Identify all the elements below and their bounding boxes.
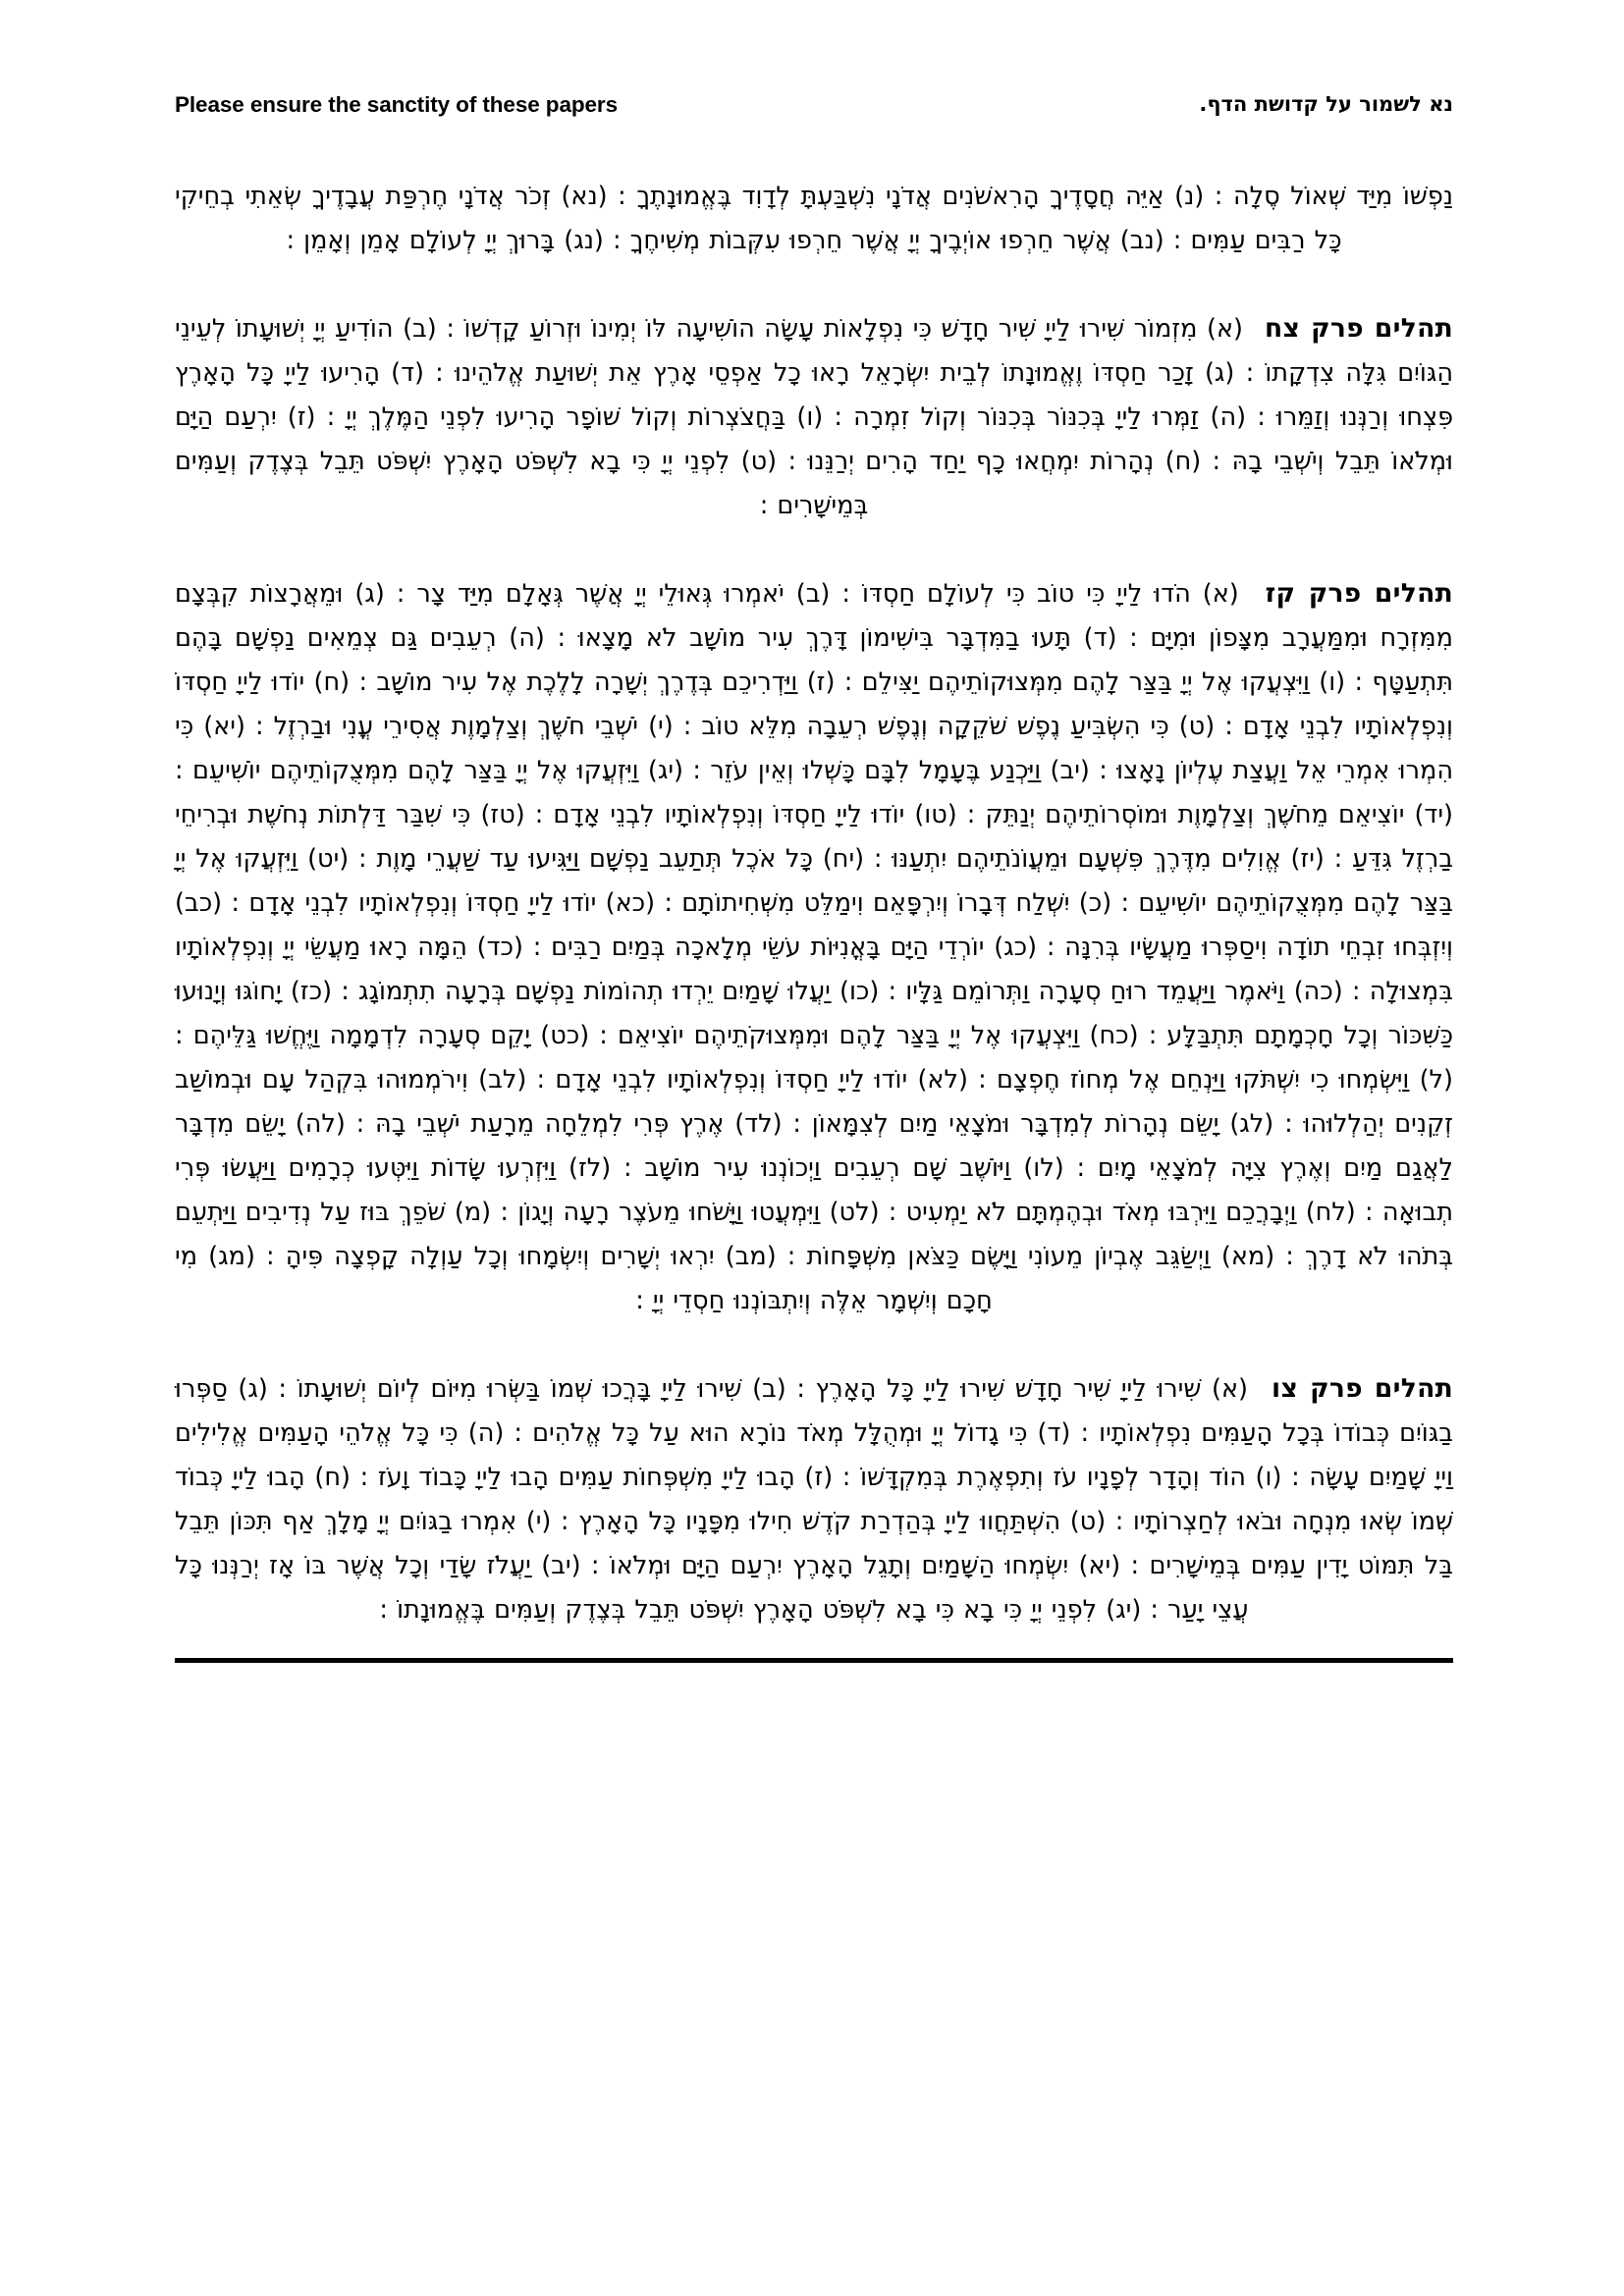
verse-text: (א) מִזְמוֹר שִׁירוּ לַייָ שִׁיר חָדָשׁ כִּי נִפְלָאוֹת עָשָׂה הוֹשִׁיעָה לּוֹ יְמִינוֹ וּזְרוֹעַ קָדְשׁוֹ : (ב) הוֹדִיעַ יְיָ יְשׁוּעָתוֹ לְעֵינֵי הַגּוֹיִם גִּלָּה צִדְקָתוֹ : (ג) זָכַר חַסְדּוֹ וֶאֱמוּנָתוֹ לְבֵית יִשְׂרָאֵל רָאוּ כָל אַפְסֵי אָרֶץ אֵת יְשׁוּעַת אֱלֹהֵינוּ : (ד) הָרִיעוּ לַייָ כָּל הָאָרֶץ פִּצְחוּ וְרַנְּנוּ וְזַמֵּרוּ : (ה) זַמְּרוּ לַייָ בְּכִנּוֹר בְּכִנּוֹר וְקוֹל זִמְרָה : (ו) בַּחֲצֹצְרוֹת וְקוֹל שׁוֹפָר הָרִיעוּ לִפְנֵי הַמֶּלֶךְ יְיָ : (ז) יִרְעַם הַיָּם וּמְלֹאוֹ תֵּבֵל וְיֹשְׁבֵי בָהּ : (ח) נְהָרוֹת יִמְחֲאוּ כָף יַחַד הָרִים יְרַנֵּנוּ : (ט) לִפְנֵי יְיָ כִּי בָא לִשְׁפֹּט הָאָרֶץ יִשְׁפֹּט תֵּבֵל בְּצֶדֶק וְעַמִּים בְּמֵישָׁרִים : <box>175 314 1453 520</box>
bottom-divider <box>175 1658 1453 1663</box>
verse-text: (א) שִׁירוּ לַייָ שִׁיר חָדָשׁ שִׁירוּ לַייָ כָּל הָאָרֶץ : (ב) שִׁירוּ לַייָ בָּרֲכוּ שְׁמוֹ בַּשְּׂרוּ מִיּוֹם לְיוֹם יְשׁוּעָתוֹ : (ג) סַפְּרוּ בַגּוֹיִם כְּבוֹדוֹ בְּכָל הָעַמִּים נִפְלְאוֹתָיו : (ד) כִּי גָדוֹל יְיָ וּמְהֻלָּל מְאֹד נוֹרָא הוּא עַל כָּל אֱלֹהִים : (ה) כִּי כָּל אֱלֹהֵי הָעַמִּים אֱלִילִים וַייָ שָׁמַיִם עָשָׂה : (ו) הוֹד וְהָדָר לְפָנָיו עֹז וְתִפְאֶרֶת בְּמִקְדָּשׁוֹ : (ז) הָבוּ לַייָ מִשְׁפְּחוֹת עַמִּים הָבוּ לַייָ כָּבוֹד וָעֹז : (ח) הָבוּ לַייָ כְּבוֹד שְׁמוֹ שְׂאוּ מִנְחָה וּבֹאוּ לְחַצְרוֹתָיו : (ט) הִשְׁתַּחֲווּ לַייָ בְּהַדְרַת קֹדֶשׁ חִילוּ מִפָּנָיו כָּל הָאָרֶץ : (י) אִמְרוּ בַגּוֹיִם יְיָ מָלָךְ אַף תִּכּוֹן תֵּבֵל בַּל תִּמּוֹט יָדִין עַמִּים בְּמֵישָׁרִים : (יא) יִשְׂמְחוּ הַשָּׁמַיִם וְתָגֵל הָאָרֶץ יִרְעַם הַיָּם וּמְלֹאוֹ : (יב) יַעֲלֹז שָׂדַי וְכָל אֲשֶׁר בּוֹ אָז יְרַנְּנוּ כָּל עֲצֵי יָעַר : (יג) לִפְנֵי יְיָ כִּי בָא כִּי בָא לִשְׁפֹּט הָאָרֶץ יִשְׁפֹּט תֵּבֵל בְּצֶדֶק וְעַמִּים בֶּאֱמוּנָתוֹ : <box>175 1374 1453 1625</box>
psalm-heading-107: תהלים פרק קז <box>1265 578 1453 609</box>
sanctity-notice-hebrew: נא לשמור על קדושת הדף. <box>1199 92 1453 116</box>
sanctity-notice-english: Please ensure the sanctity of these papers <box>175 92 618 117</box>
psalm-heading-96: תהלים פרק צו <box>1272 1373 1453 1404</box>
text-block-psalm-96 <box>175 1366 1453 1632</box>
psalms-text-column <box>175 175 1453 1632</box>
verse-text: נַפְשׁוֹ מִיַּד שְׁאוֹל סֶלָה : (נ) אַיֵּה חֲסָדֶיךָ הָרִאשֹׁנִים אֲדֹנָי נִשְׁבַּעְתָּ לְדָוִד בֶּאֱמוּנָתֶךָ : (נא) זְכֹר אֲדֹנָי חֶרְפַּת עֲבָדֶיךָ שְׂאֵתִי בְחֵיקִי כָּל רַבִּים עַמִּים : (נב) אֲשֶׁר חֵרְפוּ אוֹיְבֶיךָ יְיָ אֲשֶׁר חֵרְפוּ עִקְּבוֹת מְשִׁיחֶךָ : (נג) בָּרוּךְ יְיָ לְעוֹלָם אָמֵן וְאָמֵן : <box>175 182 1453 255</box>
text-block-psalm-107 <box>175 571 1453 1323</box>
psalm-heading-98: תהלים פרק צח <box>1265 313 1453 344</box>
verse-text: (א) הֹדוּ לַייָ כִּי טוֹב כִּי לְעוֹלָם חַסְדּוֹ : (ב) יֹאמְרוּ גְּאוּלֵי יְיָ אֲשֶׁר גְּאָלָם מִיַּד צָר : (ג) וּמֵאֲרָצוֹת קִבְּצָם מִמִּזְרָח וּמִמַּעֲרָב מִצָּפוֹן וּמִיָּם : (ד) תָּעוּ בַמִּדְבָּר בִּישִׁימוֹן דָּרֶךְ עִיר מוֹשָׁב לֹא מָצָאוּ : (ה) רְעֵבִים גַּם צְמֵאִים נַפְשָׁם בָּהֶם תִּתְעַטָּף : (ו) וַיִּצְעֲקוּ אֶל יְיָ בַּצַּר לָהֶם מִמְּצוּקוֹתֵיהֶם יַצִּילֵם : (ז) וַיַּדְרִיכֵם בְּדֶרֶךְ יְשָׁרָה לָלֶכֶת אֶל עִיר מוֹשָׁב : (ח) יוֹדוּ לַייָ חַסְדּוֹ וְנִפְלְאוֹתָיו לִבְנֵי אָדָם : (ט) כִּי הִשְׂבִּיעַ נֶפֶשׁ שֹׁקֵקָה וְנֶפֶשׁ רְעֵבָה מִלֵּא טוֹב : (י) יֹשְׁבֵי חֹשֶׁךְ וְצַלְמָוֶת אֲסִירֵי עֳנִי וּבַרְזֶל : (יא) כִּי הִמְרוּ אִמְרֵי אֵל וַעֲצַת עֶלְיוֹן נָאָצוּ : (יב) וַיַּכְנַע בֶּעָמָל לִבָּם כָּשְׁלוּ וְאֵין עֹזֵר : (יג) וַיִּזְעֲקוּ אֶל יְיָ בַּצַּר לָהֶם מִמְּצֻקוֹתֵיהֶם יוֹשִׁיעֵם : (יד) יוֹצִיאֵם מֵחֹשֶׁךְ וְצַלְמָוֶת וּמוֹסְרוֹתֵיהֶם יְנַתֵּק : (טו) יוֹדוּ לַייָ חַסְדּוֹ וְנִפְלְאוֹתָיו לִבְנֵי אָדָם : (טז) כִּי שִׁבַּר דַּלְתוֹת נְחֹשֶׁת וּבְרִיחֵי בַרְזֶל גִּדֵּעַ : (יז) אֱוִלִים מִדֶּרֶךְ פִּשְׁעָם וּמֵעֲוֹנֹתֵיהֶם יִתְעַנּוּ : (יח) כָּל אֹכֶל תְּתַעֵב נַפְשָׁם וַיַּגִּיעוּ עַד שַׁעֲרֵי מָוֶת : (יט) וַיִּזְעֲקוּ אֶל יְיָ בַּצַּר לָהֶם מִמְּצֻקוֹתֵיהֶם יוֹשִׁיעֵם : (כ) יִשְׁלַח דְּבָרוֹ וְיִרְפָּאֵם וִימַלֵּט מִשְּׁחִיתוֹתָם : (כא) יוֹדוּ לַייָ חַסְדּוֹ וְנִפְלְאוֹתָיו לִבְנֵי אָדָם : (כב) וְיִזְבְּחוּ זִבְחֵי תוֹדָה וִיסַפְּרוּ מַעֲשָׂיו בְּרִנָּה : (כג) יוֹרְדֵי הַיָּם בָּאֳנִיּוֹת עֹשֵׂי מְלָאכָה בְּמַיִם רַבִּים : (כד) הֵמָּה רָאוּ מַעֲשֵׂי יְיָ וְנִפְלְאוֹתָיו בִּמְצוּלָה : (כה) וַיֹּאמֶר וַיַּעֲמֵד רוּחַ סְעָרָה וַתְּרוֹמֵם גַּלָּיו : (כו) יַעֲלוּ שָׁמַיִם יֵרְדוּ תְהוֹמוֹת נַפְשָׁם בְּרָעָה תִתְמוֹגָג : (כז) יָחוֹגּוּ וְיָנוּעוּ כַּשִּׁכּוֹר וְכָל חָכְמָתָם תִּתְבַּלָּע : (כח) וַיִּצְעֲקוּ אֶל יְיָ בַּצַּר לָהֶם וּמִמְּצוּקֹתֵיהֶם יוֹצִיאֵם : (כט) יָקֵם סְעָרָה לִדְמָמָה וַיֶּחֱשׁוּ גַּלֵּיהֶם : (ל) וַיִּשְׂמְחוּ כִי יִשְׁתֹּקוּ וַיַּנְחֵם אֶל מְחוֹז חֶפְצָם : (לא) יוֹדוּ לַייָ חַסְדּוֹ וְנִפְלְאוֹתָיו לִבְנֵי אָדָם : (לב) וִירֹמְמוּהוּ בִּקְהַל עָם וּבְמוֹשַׁב זְקֵנִים יְהַלְלוּהוּ : (לג) יָשֵׂם נְהָרוֹת לְמִדְבָּר וּמֹצָאֵי מַיִם לְצִמָּאוֹן : (לד) אֶרֶץ פְּרִי לִמְלֵחָה מֵרָעַת יֹשְׁבֵי בָהּ : (לה) יָשֵׂם מִדְבָּר לַאֲגַם מַיִם וְאֶרֶץ צִיָּה לְמֹצָאֵי מָיִם : (לו) וַיּוֹשֶׁב שָׁם רְעֵבִים וַיְכוֹנְנוּ עִיר מוֹשָׁב : (לז) וַיִּזְרְעוּ שָׂדוֹת וַיִּטְּעוּ כְרָמִים וַיַּעֲשׂוּ פְּרִי תְבוּאָה : (לח) וַיְבָרֲכֵם וַיִּרְבּוּ מְאֹד וּבְהֶמְתָּם לֹא יַמְעִיט : (לט) וַיִּמְעֲטוּ וַיָּשֹׁחוּ מֵעֹצֶר רָעָה וְיָגוֹן : (מ) שֹׁפֵךְ בּוּז עַל נְדִיבִים וַיַּתְעֵם בְּתֹהוּ לֹא דָרֶךְ : (מא) וַיְשַׂגֵּב אֶבְיוֹן מֵעוֹנִי וַיָּשֶׂם כַּצֹּאן מִשְׁפָּחוֹת : (מב) יִרְאוּ יְשָׁרִים וְיִשְׂמָחוּ וְכָל עַוְלָה קָפְצָה פִּיהָ : (מג) מִי חָכָם וְיִשְׁמָר אֵלֶּה וְיִתְבּוֹנְנוּ חַסְדֵי יְיָ : <box>175 579 1453 1315</box>
page-header <box>175 93 1453 133</box>
text-block-psalm-98 <box>175 306 1453 528</box>
text-block-psalm-89-end <box>175 175 1453 263</box>
